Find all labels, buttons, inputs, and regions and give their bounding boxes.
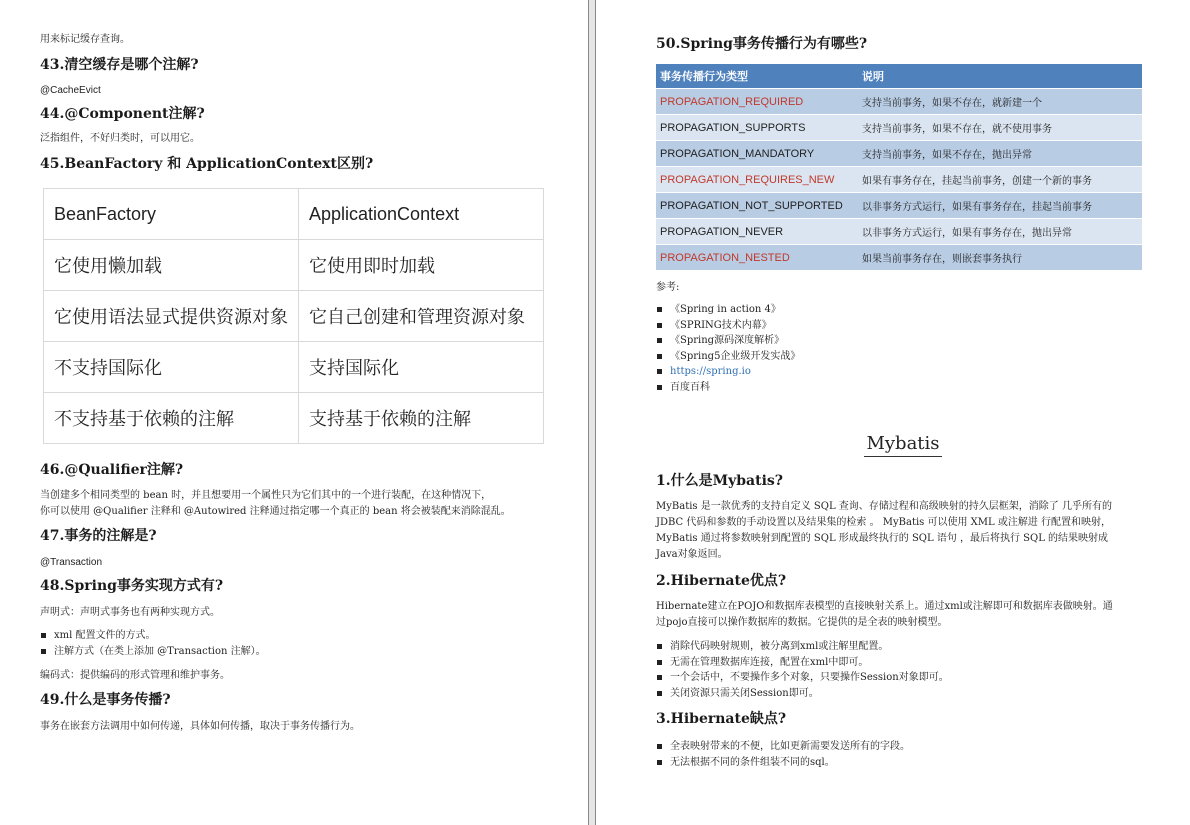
propagation-desc: 支持当前事务，如果不存在，抛出异常 — [858, 141, 1142, 167]
table-row — [656, 89, 1142, 115]
list-item: 注解方式（在类上添加 @Transaction 注解）。 — [40, 644, 558, 660]
q46-line2: 你可以使用 @Qualifier 注释和 @Autowired 注释通过指定哪一个真正的 bean 将会被装配来消除混乱。 — [40, 506, 511, 517]
table-row — [44, 189, 544, 240]
table-row — [656, 141, 1142, 167]
propagation-desc: 支持当前事务，如果不存在，就新建一个 — [858, 89, 1142, 115]
section-title — [656, 433, 1150, 457]
q50-title: 50.Spring事务传播行为有哪些? — [656, 36, 868, 52]
list-item: 《Spring5企业级开发实战》 — [656, 349, 1150, 365]
table-row — [44, 291, 544, 342]
table-cell: BeanFactory — [44, 189, 299, 240]
table-header-row — [656, 64, 1142, 89]
m1-line: MyBatis 是一款优秀的支持自定义 SQL 查询、存储过程和高级映射的持久层框架，消除了 几乎所有的 — [656, 501, 1112, 512]
list-item: 《Spring in action 4》 — [656, 302, 1150, 318]
propagation-type: PROPAGATION_SUPPORTS — [656, 115, 858, 141]
page-divider — [588, 0, 596, 825]
table-cell: 它自己创建和管理资源对象 — [299, 291, 544, 342]
list-item: 关闭资源只需关闭Session即可。 — [656, 686, 1150, 702]
list-item: 无需在管理数据库连接，配置在xml中即可。 — [656, 655, 1150, 671]
m2-title: 2.Hibernate优点? — [656, 573, 787, 589]
m2-body — [656, 599, 1150, 631]
q44-title: 44.@Component注解? — [40, 106, 205, 122]
m2-line: Hibernate建立在POJO和数据库表模型的直接映射关系上。通过xml或注解即可和数据库表做映射。通 — [656, 601, 1113, 612]
table-cell: ApplicationContext — [299, 189, 544, 240]
table-row — [656, 193, 1142, 219]
propagation-desc: 以非事务方式运行，如果有事务存在，挂起当前事务 — [858, 193, 1142, 219]
m2-list — [656, 639, 1150, 701]
table-cell: 它使用语法显式提供资源对象 — [44, 291, 299, 342]
q47-answer: @Transaction — [40, 557, 103, 568]
q46-line1: 当创建多个相同类型的 bean 时，并且想要用一个属性只为它们其中的一个进行装配，在这种情况下， — [40, 490, 492, 501]
list-item: 消除代码映射规则，被分离到xml或注解里配置。 — [656, 639, 1150, 655]
q44-answer: 泛指组件，不好归类时，可以用它。 — [40, 133, 200, 144]
comparison-table — [43, 188, 544, 444]
mybatis-heading: Mybatis — [864, 433, 941, 457]
propagation-table — [656, 64, 1142, 270]
propagation-type: PROPAGATION_NEVER — [656, 219, 858, 245]
q47-title: 47.事务的注解是? — [40, 528, 157, 544]
m3-list — [656, 739, 1150, 770]
m1-line: MyBatis 通过将参数映射到配置的 SQL 形成最终执行的 SQL 语句 ，最后将执行 SQL 的结果映射成 — [656, 533, 1109, 544]
propagation-desc: 以非事务方式运行，如果有事务存在，抛出异常 — [858, 219, 1142, 245]
propagation-type: PROPAGATION_NESTED — [656, 245, 858, 271]
propagation-type: PROPAGATION_MANDATORY — [656, 141, 858, 167]
column-header: 说明 — [858, 64, 1142, 89]
list-item: 百度百科 — [656, 380, 1150, 396]
m1-body — [656, 499, 1150, 563]
list-item: 无法根据不同的条件组装不同的sql。 — [656, 755, 1150, 771]
table-row — [656, 219, 1142, 245]
q43-title: 43.清空缓存是哪个注解? — [40, 57, 199, 73]
propagation-desc: 如果有事务存在，挂起当前事务，创建一个新的事务 — [858, 167, 1142, 193]
table-row — [656, 115, 1142, 141]
m1-line: Java对象返回。 — [656, 549, 728, 560]
m1-line: JDBC 代码和参数的手动设置以及结果集的检索 。 MyBatis 可以使用 XML 或注解进 行配置和映射， — [656, 517, 1112, 528]
q43-answer: @CacheEvict — [40, 85, 101, 96]
propagation-type: PROPAGATION_REQUIRES_NEW — [656, 167, 858, 193]
table-row — [656, 167, 1142, 193]
q48-declarative: 声明式：声明式事务也有两种实现方式。 — [40, 607, 220, 618]
column-header: 事务传播行为类型 — [656, 64, 858, 89]
q46-title: 46.@Qualifier注解? — [40, 462, 184, 478]
q49-title: 49.什么是事务传播? — [40, 692, 171, 708]
table-cell: 不支持基于依赖的注解 — [44, 393, 299, 444]
table-cell: 不支持国际化 — [44, 342, 299, 393]
list-item: 全表映射带来的不便，比如更新需要发送所有的字段。 — [656, 739, 1150, 755]
m1-title: 1.什么是Mybatis? — [656, 473, 783, 489]
table-row — [656, 245, 1142, 271]
m2-line: 过pojo直接可以操作数据库的数据。它提供的是全表的映射模型。 — [656, 617, 948, 628]
table-cell: 支持国际化 — [299, 342, 544, 393]
table-cell: 它使用懒加载 — [44, 240, 299, 291]
propagation-type: PROPAGATION_NOT_SUPPORTED — [656, 193, 858, 219]
list-item: 《Spring源码深度解析》 — [656, 333, 1150, 349]
propagation-desc: 支持当前事务，如果不存在，就不使用事务 — [858, 115, 1142, 141]
table-row — [44, 240, 544, 291]
right-page — [596, 0, 1190, 825]
references-list — [656, 302, 1150, 395]
table-cell: 它使用即时加载 — [299, 240, 544, 291]
list-item: xml 配置文件的方式。 — [40, 628, 558, 644]
intro-text: 用来标记缓存查询。 — [40, 34, 130, 45]
table-row — [44, 342, 544, 393]
q48-programmatic: 编码式：提供编码的形式管理和维护事务。 — [40, 670, 230, 681]
spring-link[interactable]: https://spring.io — [656, 364, 1150, 380]
table-cell: 支持基于依赖的注解 — [299, 393, 544, 444]
left-page — [0, 0, 588, 825]
list-item: 《SPRING技术内幕》 — [656, 318, 1150, 334]
q48-list — [40, 628, 558, 659]
q45-title: 45.BeanFactory 和 ApplicationContext区别? — [40, 156, 374, 172]
references-label: 参考: — [656, 282, 680, 293]
m3-title: 3.Hibernate缺点? — [656, 711, 787, 727]
q49-answer: 事务在嵌套方法调用中如何传递，具体如何传播，取决于事务传播行为。 — [40, 721, 360, 732]
propagation-type: PROPAGATION_REQUIRED — [656, 89, 858, 115]
propagation-desc: 如果当前事务存在，则嵌套事务执行 — [858, 245, 1142, 271]
list-item: 一个会话中，不要操作多个对象，只要操作Session对象即可。 — [656, 670, 1150, 686]
table-row — [44, 393, 544, 444]
q48-title: 48.Spring事务实现方式有? — [40, 578, 224, 594]
